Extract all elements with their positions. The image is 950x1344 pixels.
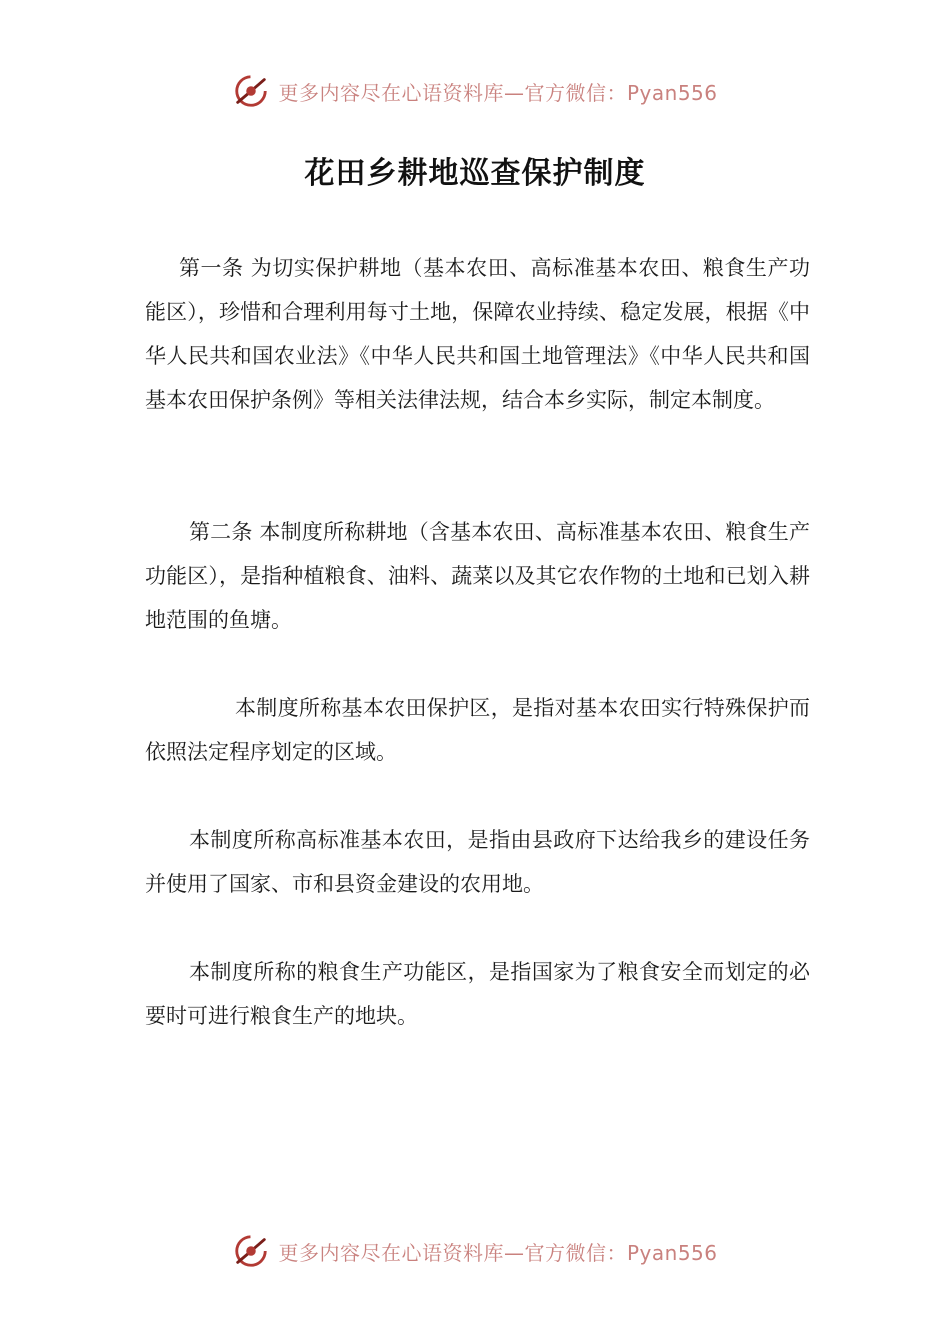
watermark-label: 官方微信： [524,1240,627,1265]
paragraph-high-standard-farmland: 本制度所称高标准基本农田，是指由县政府下达给我乡的建设任务并使用了国家、市和县资金建设的农用地。 [145,828,810,896]
watermark-label: 官方微信： [524,80,627,105]
watermark-dash: — [503,1240,525,1265]
watermark-site: 更多内容尽在心语资料库 [278,1240,504,1265]
watermark-text [278,77,717,106]
paragraph-basic-farmland-zone: 本制度所称基本农田保护区，是指对基本农田实行特殊保护而依照法定程序划定的区域。 [145,696,810,764]
paragraph-article-1: 第一条 为切实保护耕地（基本农田、高标准基本农田、粮食生产功能区），珍惜和合理利用每寸土地，保障农业持续、稳定发展，根据《中华人民共和国农业法》《中华人民共和国土地管理法》《中华人民共和国基本农田保护条例》等相关法律法规，结合本乡实际，制定本制度。 [145,256,810,412]
watermark-text [278,1237,717,1266]
brush-logo-icon [232,1232,270,1270]
watermark-wechat-id: Pyan556 [626,1240,718,1265]
header-watermark [0,72,950,110]
footer-watermark [0,1232,950,1270]
paragraph-grain-production-zone: 本制度所称的粮食生产功能区，是指国家为了粮食安全而划定的必要时可进行粮食生产的地块。 [145,960,810,1028]
document-title: 花田乡耕地巡查保护制度 [304,156,646,191]
watermark-site: 更多内容尽在心语资料库 [278,80,504,105]
watermark-dash: — [503,80,525,105]
brush-logo-icon [232,72,270,110]
watermark-wechat-id: Pyan556 [626,80,718,105]
paragraph-article-2: 第二条 本制度所称耕地（含基本农田、高标准基本农田、粮食生产功能区），是指种植粮食、油料、蔬菜以及其它农作物的土地和已划入耕地范围的鱼塘。 [145,520,810,632]
